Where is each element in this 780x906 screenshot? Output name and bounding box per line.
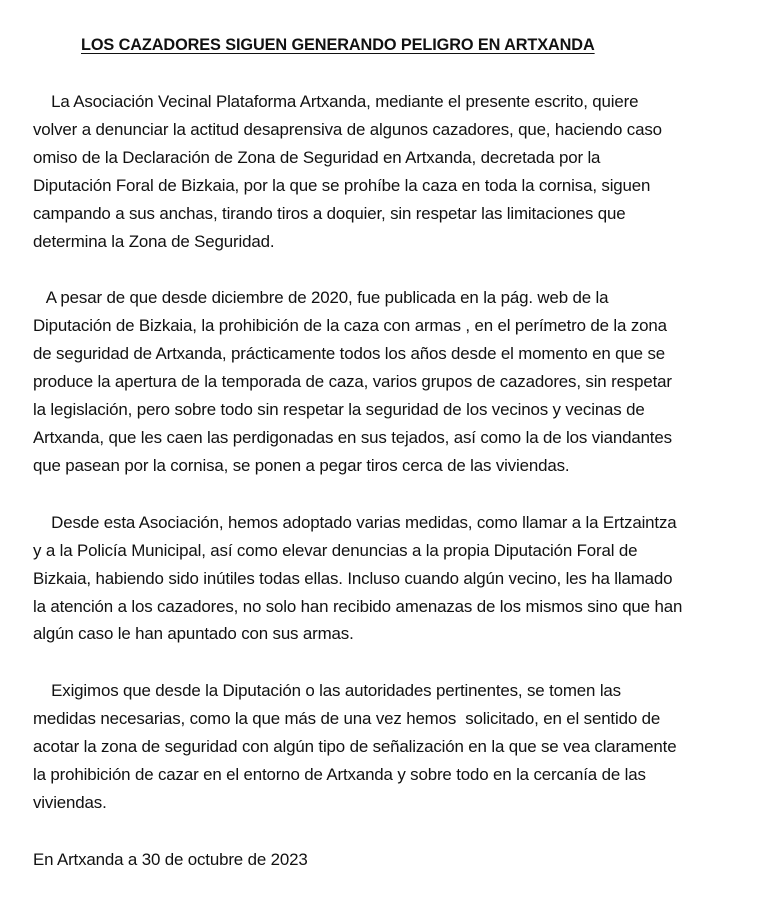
paragraph-3-line: la atención a los cazadores, no solo han recibido amenazas de los mismos sino que han bbox=[33, 596, 683, 616]
paragraph-1-line: volver a denunciar la actitud desaprensiva de algunos cazadores, que, haciendo caso bbox=[33, 119, 662, 139]
paragraph-4-line: la prohibición de cazar en el entorno de Artxanda y sobre todo en la cercanía de las bbox=[33, 765, 646, 785]
paragraph-3-line: Bizkaia, habiendo sido inútiles todas ellas. Incluso cuando algún vecino, les ha llamado bbox=[33, 568, 673, 588]
paragraph-2-line: de seguridad de Artxanda, prácticamente todos los años desde el momento en que se bbox=[33, 344, 665, 364]
paragraph-2 bbox=[33, 284, 748, 479]
paragraph-2-line: que pasean por la cornisa, se ponen a pegar tiros cerca de las viviendas. bbox=[33, 455, 570, 475]
document-title: LOS CAZADORES SIGUEN GENERANDO PELIGRO EN ARTXANDA bbox=[81, 36, 595, 54]
paragraph-1 bbox=[33, 88, 748, 255]
paragraph-3-line: Desde esta Asociación, hemos adoptado varias medidas, como llamar a la Ertzaintza bbox=[33, 512, 677, 532]
paragraph-2-line: la legislación, pero sobre todo sin respetar la seguridad de los vecinos y vecinas de bbox=[33, 400, 645, 420]
paragraph-2-line: A pesar de que desde diciembre de 2020, fue publicada en la pág. web de la bbox=[33, 288, 609, 308]
paragraph-4-line: viviendas. bbox=[33, 792, 107, 812]
paragraph-1-line: Diputación Foral de Bizkaia, por la que se prohíbe la caza en toda la cornisa, siguen bbox=[33, 175, 651, 195]
paragraph-1-line: omiso de la Declaración de Zona de Seguridad en Artxanda, decretada por la bbox=[33, 147, 601, 167]
paragraph-4-line: Exigimos que desde la Diputación o las autoridades pertinentes, se tomen las bbox=[33, 681, 621, 701]
paragraph-3-line: y a la Policía Municipal, así como elevar denuncias a la propia Diputación Foral de bbox=[33, 540, 638, 560]
closing-date-line: En Artxanda a 30 de octubre de 2023 bbox=[33, 849, 308, 869]
document-page bbox=[33, 34, 748, 874]
paragraph-1-line: determina la Zona de Seguridad. bbox=[33, 231, 275, 251]
paragraph-4-line: acotar la zona de seguridad con algún tipo de señalización en la que se vea claramente bbox=[33, 737, 677, 757]
paragraph-3 bbox=[33, 509, 748, 649]
paragraph-2-line: Artxanda, que les caen las perdigonadas en sus tejados, así como la de los viandantes bbox=[33, 427, 672, 447]
paragraph-4 bbox=[33, 677, 748, 817]
paragraph-4-line: medidas necesarias, como la que más de una vez hemos solicitado, en el sentido de bbox=[33, 709, 661, 729]
paragraph-3-line: algún caso le han apuntado con sus armas. bbox=[33, 624, 354, 644]
paragraph-2-line: produce la apertura de la temporada de caza, varios grupos de cazadores, sin respetar bbox=[33, 372, 672, 392]
paragraph-1-line: La Asociación Vecinal Plataforma Artxanda, mediante el presente escrito, quiere bbox=[33, 92, 639, 111]
paragraph-2-line: Diputación de Bizkaia, la prohibición de la caza con armas , en el perímetro de la zona bbox=[33, 316, 667, 336]
paragraph-1-line: campando a sus anchas, tirando tiros a doquier, sin respetar las limitaciones que bbox=[33, 203, 626, 223]
